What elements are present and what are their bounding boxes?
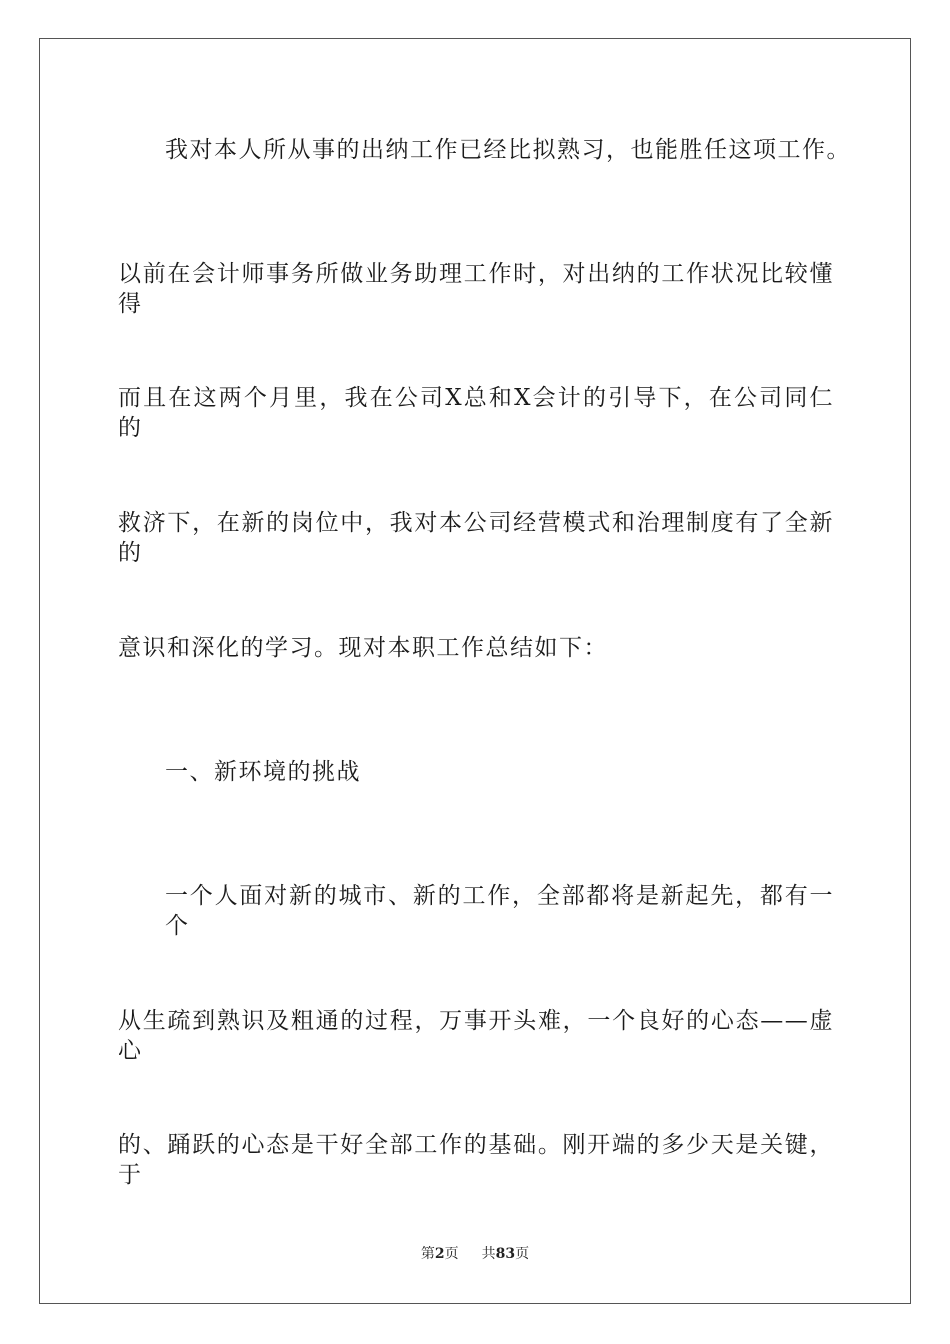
- paragraph-line-8: 的、踊跃的心态是干好全部工作的基础。刚开端的多少天是关键，于: [118, 1132, 834, 1188]
- footer-page-suffix: 页: [444, 1246, 459, 1262]
- paragraph-line-4: 救济下，在新的岗位中，我对本公司经营模式和治理制度有了全新的: [118, 510, 834, 566]
- paragraph-line-1: 我对本人所从事的出纳工作已经比拟熟习，也能胜任这项工作。: [165, 137, 851, 163]
- footer-page-number: 2: [434, 1246, 445, 1262]
- footer-total-prefix: 共: [481, 1246, 496, 1262]
- paragraph-line-3: 而且在这两个月里，我在公司X总和X会计的引导下，在公司同仁的: [118, 385, 834, 441]
- footer-page-prefix: 第: [420, 1246, 435, 1262]
- paragraph-line-5: 意识和深化的学习。现对本职工作总结如下：: [118, 635, 608, 661]
- footer-total-number: 83: [495, 1246, 516, 1262]
- footer-total-suffix: 页: [515, 1246, 530, 1262]
- paragraph-line-2: 以前在会计师事务所做业务助理工作时，对出纳的工作状况比较懂得: [118, 261, 834, 317]
- paragraph-line-6: 一个人面对新的城市、新的工作，全部都将是新起先，都有一个: [165, 883, 834, 939]
- page-border: [39, 38, 911, 1304]
- paragraph-line-7: 从生疏到熟识及粗通的过程，万事开头难，一个良好的心态——虚心: [118, 1008, 834, 1064]
- page-footer: [0, 1244, 950, 1264]
- section-heading: 一、新环境的挑战: [165, 759, 361, 785]
